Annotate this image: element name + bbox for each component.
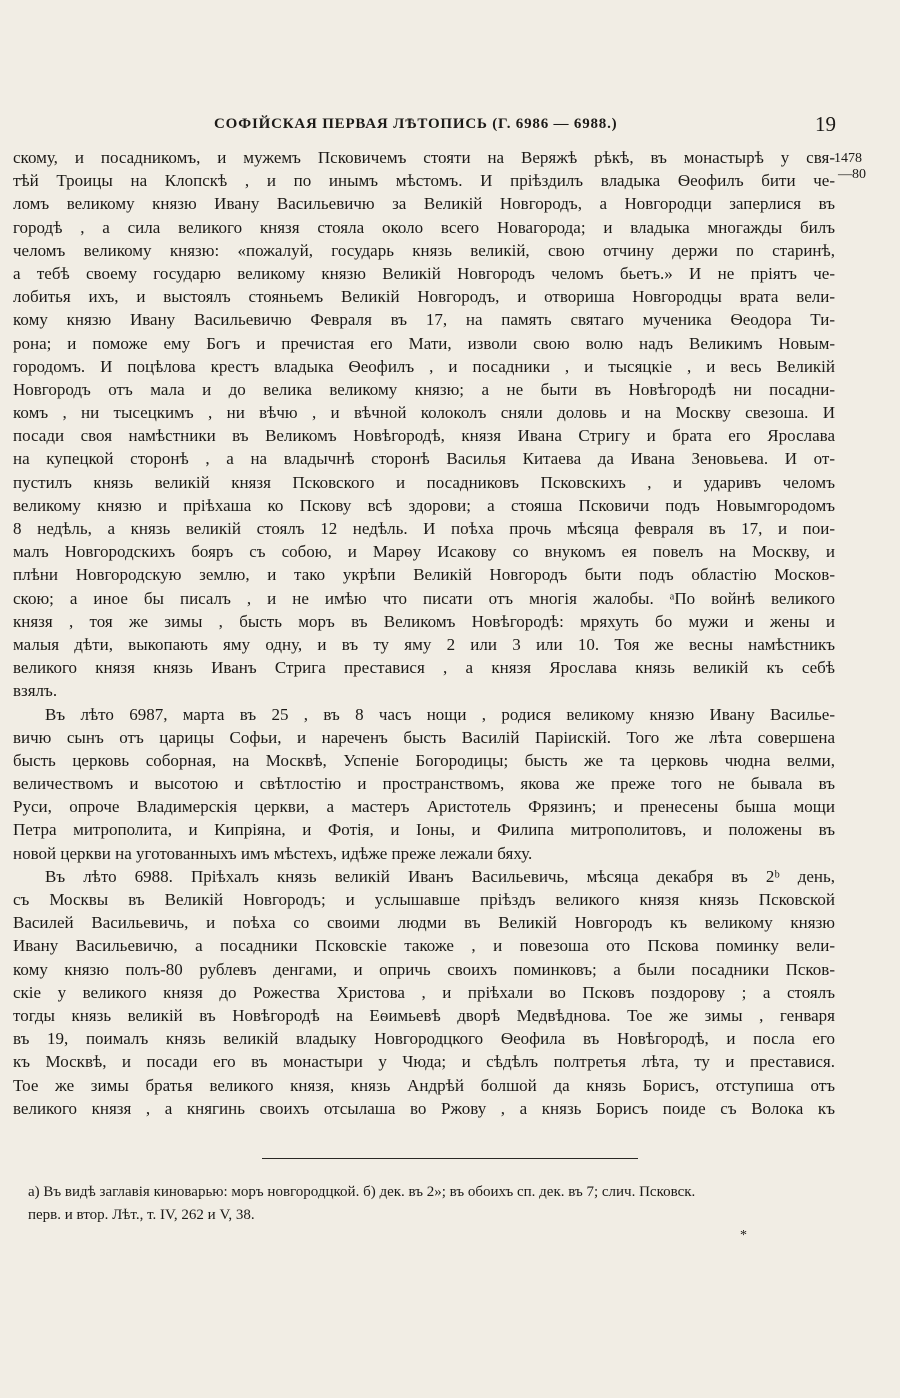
text-line: взялъ.	[13, 681, 58, 701]
text-line: малыя дѣти, выкопають яму одну, и въ ту яму 2 или 3 или 10. Тоя же весны намѣстникъ	[13, 634, 835, 654]
text-line: Ивану Васильевичю, а посадники Псковскіе такоже , и повезоша ото Пскова поминку вели-	[13, 936, 835, 956]
text-line: скому, и посадникомъ, и мужемъ Псковичемъ стояти на Веряжѣ рѣкѣ, въ монастырѣ у свя-	[13, 148, 835, 167]
text-line: Руси, опроче Владимерскія церкви, а мастеръ Аристотель Фрязинъ; и пренесены быша мощи	[13, 797, 835, 817]
text-line: городомъ. И поцѣлова крестъ владыка Ѳеофилъ , и посадники , и тысяцкіе , и весь Великій	[13, 356, 835, 376]
text-line: Въ лѣто 6987, марта въ 25 , въ 8 часъ нощи , родися великому князю Ивану Василье-	[45, 704, 835, 724]
text-line: тогды князь великій въ Новѣгородѣ на Еѳимьевѣ дворѣ Медвѣднова. Тое же зимы , генваря	[13, 1005, 835, 1025]
text-line: кому князю полъ-80 рублевъ денгами, и опричь своихъ поминковъ; а были посадники Псков-	[13, 959, 835, 979]
text-line: скою; а иное бы писалъ , и не имѣю что писати отъ многія жалобы. ᵃПо войнѣ великого	[13, 588, 835, 608]
text-line: на купецкой сторонѣ , а на владычнѣ сторонѣ Василья Китаева да Ивана Зеновьева. И от-	[13, 449, 835, 469]
text-line: малъ Новгородскихъ бояръ съ собою, и Марѳу Исакову со внукомъ ея повелъ на Москву, и	[13, 542, 835, 562]
text-line: посади своя намѣстники въ Великомъ Новѣгородѣ, князя Ивана Стригу и брата его Ярослава	[13, 426, 835, 446]
text-line: комъ , ни тысецкимъ , ни вѣчю , и вѣчной колоколъ сняли доловь и на Москву свезоша. И	[13, 403, 835, 423]
text-line: великому князю и пріѣхаша ко Пскову всѣ здорови; а стояша Псковичи подъ Новымгородомъ	[13, 495, 835, 515]
text-line: новой церкви на уготованныхъ имъ мѣстехъ, идѣже преже лежали бяху.	[13, 843, 533, 863]
text-line: Тое же зимы братья великого князя, князь Андрѣй болшой да князь Борисъ, отступиша отъ	[13, 1075, 835, 1095]
text-line: къ Москвѣ, и посади его въ монастыри у Чюда; и сѣдѣлъ полтретья лѣта, ту и преставися.	[13, 1052, 835, 1072]
text-line: съ Москвы въ Великій Новгородъ; и услышавше пріѣздъ великого князя князь Псковской	[13, 890, 835, 909]
text-line: Василей Васильевичь, и поѣха со своими людми въ Великій Новгородъ къ великому князю	[13, 913, 835, 933]
signature-mark: *	[740, 1228, 747, 1243]
text-line: въ 19, поималъ князь великій владыку Новгородцкого Ѳеофила въ Новѣгородѣ, и посла его	[13, 1029, 835, 1049]
text-line: пустилъ князь великій князя Псковского и посадниковъ Псковскихъ , и ударивъ челомъ	[13, 472, 835, 492]
header-title: СОФІЙСКАЯ ПЕРВАЯ ЛѢТОПИСЬ (Г. 6986 — 6988.)	[214, 116, 618, 132]
text-line: князя , тоя же зимы , бысть моръ въ Великомъ Новѣгородѣ: мряхуть бо мужи и жены и	[13, 611, 835, 631]
text-line: Въ лѣто 6988. Пріѣхалъ князь великій Иванъ Васильевичь, мѣсяца декабря въ 2ᵇ день,	[45, 866, 835, 886]
text-line: кому князю Ивану Васильевичю Февраля въ 17, на память святаго мученика Ѳеодора Ти-	[13, 310, 835, 330]
text-line: великого князя , а княгинь своихъ отсылаша во Ржову , а князь Борисъ поиде съ Волока къ	[13, 1098, 835, 1118]
footnote-line: перв. и втор. Лѣт., т. IV, 262 и V, 38.	[28, 1207, 255, 1223]
text-line: лобитья ихъ, и выстоялъ стояньемъ Великій Новгородъ, и отвориша Новгородцы врата вели-	[13, 287, 835, 307]
text-line: Петра митрополита, и Кипріяна, и Фотія, и Іоны, и Филипа митрополитовъ, и положены въ	[13, 820, 835, 840]
text-line: тѣй Троицы на Клопскѣ , и по инымъ мѣстомъ. И пріѣздилъ владыка Ѳеофилъ бити че-	[13, 171, 835, 191]
text-line: а тебѣ своему государю великому князю Великій Новгородъ челомъ бьетъ.» И не пріятъ че-	[13, 263, 835, 283]
page-number: 19	[815, 112, 836, 136]
text-line: скіе у великого князя до Рожества Христова , и пріѣхали во Псковъ поздорову ; а стоялъ	[13, 982, 835, 1002]
text-line: вичю сынъ отъ царицы Софьи, и нареченъ бысть Василій Паріискій. Того же лѣта совершена	[13, 727, 835, 747]
text-line: великого князя князь Иванъ Стрига преставися , а князя Ярослава князь великій къ себѣ	[13, 658, 835, 678]
margin-year-bottom: —80	[838, 167, 866, 182]
running-header	[0, 112, 900, 138]
text-line: городѣ , а сила великого князя стояла около всего Новагорода; и владыка многажды билъ	[13, 217, 835, 237]
text-line: бысть церковь соборная, на Москвѣ, Успеніе Богородицы; бысть же та церковь чюдна велми,	[13, 750, 835, 770]
text-line: Новгородъ отъ мала и до велика великому князю; а не быти въ Новѣгородѣ ни посадни-	[13, 379, 835, 399]
text-line: величествомъ и высотою и свѣтлостію и пространствомъ, якова же преже того не бывала въ	[13, 774, 835, 794]
main-text	[13, 146, 835, 1120]
margin-year-top: 1478	[834, 151, 862, 166]
footnote-line: а) Въ видѣ заглавія киноварью: моръ новгородцкой. б) дек. въ 2»; въ обоихъ сп. дек. въ 7; слич. Псковск.	[28, 1184, 696, 1200]
text-line: 8 недѣль, а князь великій стоялъ 12 недѣль. И поѣха прочь мѣсяца февраля въ 17, и пои-	[13, 519, 835, 538]
text-line: рона; и поможе ему Богъ и пречистая его Мати, изволи свою волю надъ Великимъ Новым-	[13, 333, 835, 353]
text-line: ломъ великому князю Ивану Васильевичю за Великій Новгородъ, а Новгородци заперлися въ	[13, 194, 835, 214]
margin-year-note	[834, 151, 874, 183]
text-line: челомъ великому князю: «пожалуй, государь князь великій, свою отчину держи по старинѣ,	[13, 240, 835, 260]
text-line: плѣни Новгородскую землю, и тако укрѣпи Великій Новгородъ быти подъ областію Москов-	[13, 565, 835, 585]
footnotes	[28, 1181, 836, 1227]
footnote-separator	[262, 1158, 638, 1159]
